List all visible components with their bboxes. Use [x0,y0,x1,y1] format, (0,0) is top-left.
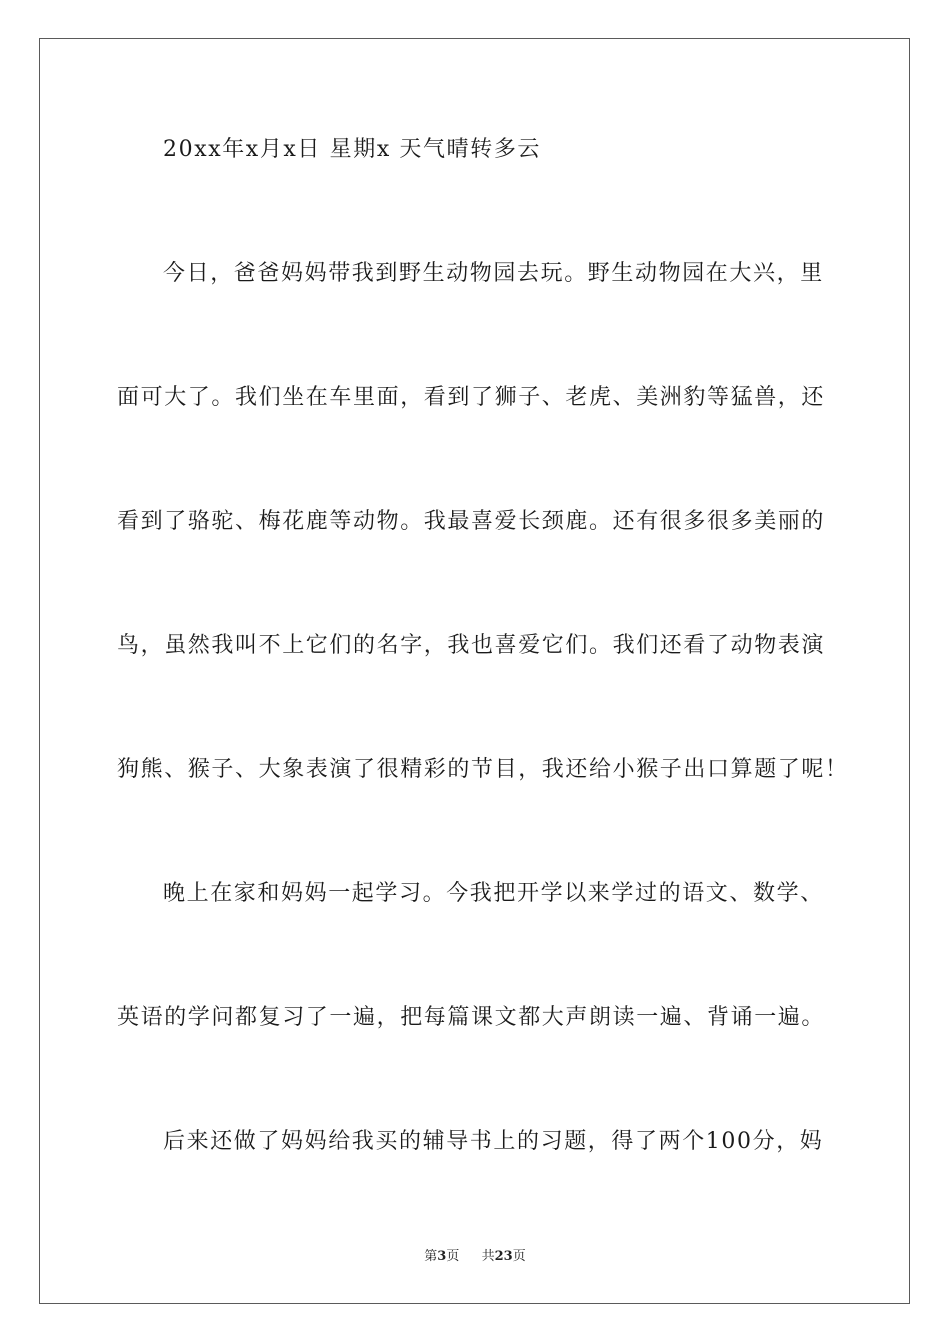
paragraph-line-7: 英语的学问都复习了一遍，把每篇课文都大声朗读一遍、背诵一遍。 [117,1005,826,1030]
total-suffix: 页 [512,1249,526,1264]
paragraph-line-6: 晚上在家和妈妈一起学习。今我把开学以来学过的语文、数学、 [163,881,824,906]
date-weather-line: 20xx年x月x日 星期x 天气晴转多云 [163,137,542,162]
paragraph-line-1: 今日，爸爸妈妈带我到野生动物园去玩。野生动物园在大兴，里 [163,261,824,286]
page-number: 3 [437,1249,447,1264]
paragraph-line-4: 鸟，虽然我叫不上它们的名字，我也喜爱它们。我们还看了动物表演 [117,633,826,658]
paragraph-line-2: 面可大了。我们坐在车里面，看到了狮子、老虎、美洲豹等猛兽，还 [117,385,826,410]
paragraph-line-5: 狗熊、猴子、大象表演了很精彩的节目，我还给小猴子出口算题了呢！ [117,757,849,782]
page-footer [0,1248,950,1266]
paragraph-line-3: 看到了骆驼、梅花鹿等动物。我最喜爱长颈鹿。还有很多很多美丽的 [117,509,826,534]
page-prefix: 第 [424,1249,438,1264]
paragraph-line-8: 后来还做了妈妈给我买的辅导书上的习题，得了两个100分，妈 [163,1129,824,1154]
page-suffix: 页 [446,1249,460,1264]
total-pages: 23 [494,1249,513,1264]
page-border [39,38,910,1304]
total-prefix: 共 [481,1249,495,1264]
